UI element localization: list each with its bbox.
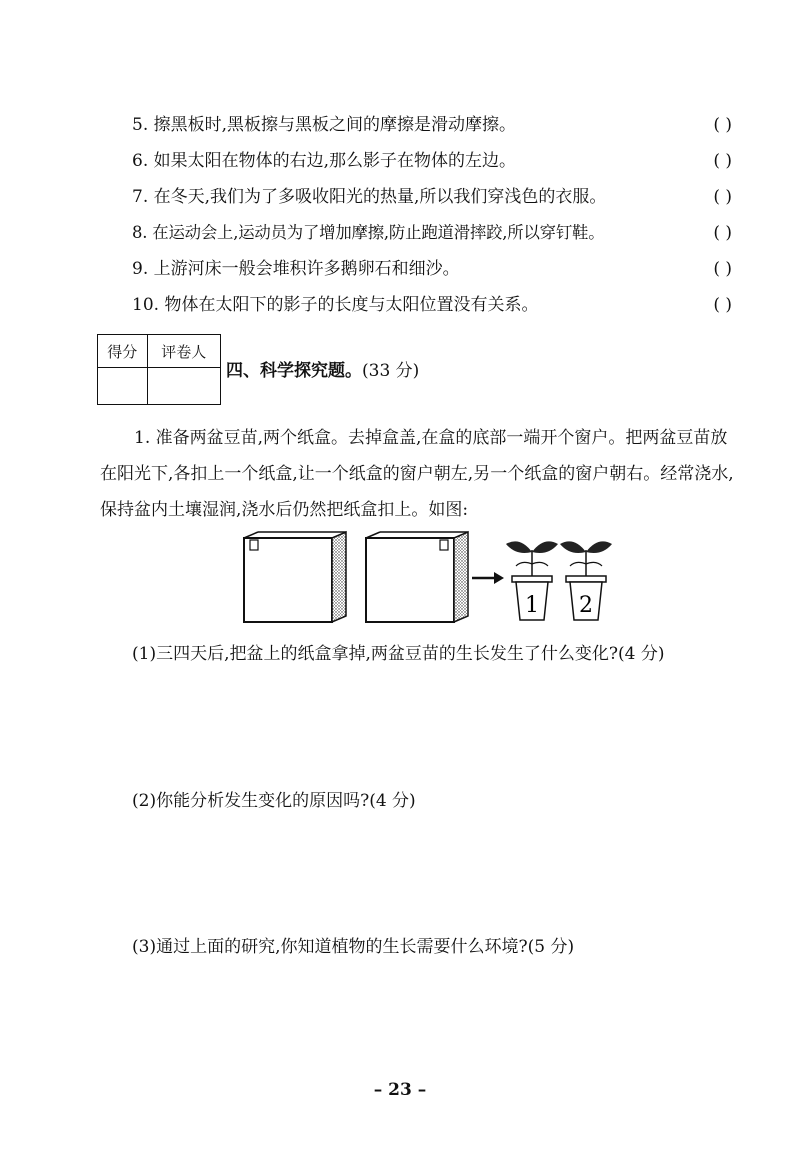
section-heading — [226, 356, 419, 381]
judgment-item-9 — [132, 256, 732, 282]
experiment-figure — [236, 530, 616, 626]
answer-blank[interactable]: ( ) — [713, 187, 732, 207]
plant-pot-1 — [506, 541, 558, 620]
subquestion-3: (3)通过上面的研究,你知道植物的生长需要什么环境?(5 分) — [132, 937, 575, 957]
grader-header: 评卷人 — [147, 335, 220, 368]
judgment-text: 7. 在冬天,我们为了多吸收阳光的热量,所以我们穿浅色的衣服。 — [132, 187, 607, 207]
grader-cell[interactable] — [147, 368, 220, 405]
section-title: 四、科学探究题。 — [226, 361, 362, 381]
pot-2-label: 2 — [579, 593, 593, 618]
judgment-item-5 — [132, 112, 732, 138]
box-window-left — [244, 532, 346, 622]
judgment-text: 9. 上游河床一般会堆积许多鹅卵石和细沙。 — [132, 259, 460, 279]
box-window-right — [366, 532, 468, 622]
judgment-item-8 — [132, 220, 732, 246]
judgment-item-6 — [132, 148, 732, 174]
section-points: (33 分) — [362, 361, 420, 381]
score-header: 得分 — [98, 335, 148, 368]
answer-blank[interactable]: ( ) — [713, 115, 732, 135]
answer-blank[interactable]: ( ) — [713, 151, 732, 171]
subquestion-2: (2)你能分析发生变化的原因吗?(4 分) — [132, 791, 416, 811]
score-table — [97, 334, 221, 405]
judgment-text: 8. 在运动会上,运动员为了增加摩擦,防止跑道滑摔跤,所以穿钉鞋。 — [132, 223, 605, 242]
pot-1-label: 1 — [525, 593, 539, 618]
answer-blank[interactable]: ( ) — [713, 295, 732, 315]
score-cell[interactable] — [98, 368, 148, 405]
answer-blank[interactable]: ( ) — [713, 223, 732, 243]
judgment-item-7 — [132, 184, 732, 210]
judgment-text: 10. 物体在太阳下的影子的长度与太阳位置没有关系。 — [132, 295, 539, 315]
subquestion-1: (1)三四天后,把盆上的纸盒拿掉,两盆豆苗的生长发生了什么变化?(4 分) — [132, 644, 665, 664]
page-number: – 23 – — [373, 1080, 427, 1100]
answer-blank[interactable]: ( ) — [713, 259, 732, 279]
judgment-item-10 — [132, 292, 732, 318]
arrow-icon — [472, 572, 504, 584]
judgment-text: 6. 如果太阳在物体的右边,那么影子在物体的左边。 — [132, 151, 517, 171]
experiment-description: 1. 准备两盆豆苗,两个纸盒。去掉盒盖,在盒的底部一端开个窗户。把两盆豆苗放在阳光下,各扣上一个纸盒,让一个纸盒的窗户朝左,另一个纸盒的窗户朝右。经常浇水,保持盆内土壤湿润,浇水后仍然把纸盒扣上。如图: — [100, 428, 734, 520]
plant-pot-2 — [560, 541, 612, 620]
judgment-text: 5. 擦黑板时,黑板擦与黑板之间的摩擦是滑动摩擦。 — [132, 115, 517, 135]
